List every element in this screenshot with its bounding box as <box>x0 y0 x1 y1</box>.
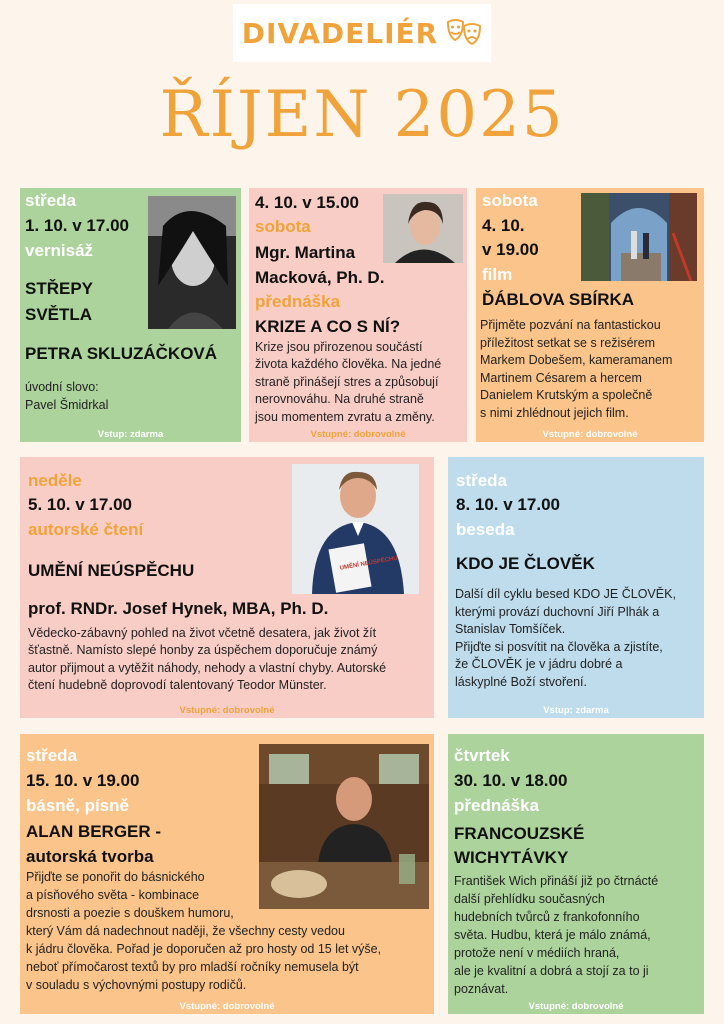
event-card-3 <box>476 188 704 442</box>
event-title-line-1: STŘEPY <box>25 279 94 298</box>
event-description-line: Vědecko-zábavný pohled na život včetně desatera, jak život žít <box>28 626 377 640</box>
event-entry: Vstup: zdarma <box>543 705 609 716</box>
event-date: 5. 10. v 17.00 <box>28 495 132 514</box>
event-description-line: Přijďte se ponořit do básnického <box>26 870 205 884</box>
event-weekday: středa <box>26 746 78 765</box>
event-description-line: František Wich přináší již po čtrnácté <box>454 874 659 888</box>
film-still-photo <box>581 193 697 281</box>
event-card-7 <box>448 734 704 1014</box>
event-description-line: jsou momentem zvratu a změny. <box>255 410 435 424</box>
event-type: vernisáž <box>25 241 94 260</box>
event-title: KRIZE A CO S NÍ? <box>255 317 401 336</box>
event-description-line: straně přinášejí stres a způsobují <box>255 375 439 389</box>
portrait-photo <box>383 194 463 263</box>
event-entry: Vstupné: dobrovolné <box>528 1001 624 1012</box>
event-date: 8. 10. v 17.00 <box>456 495 560 514</box>
event-person: prof. RNDr. Josef Hynek, MBA, Ph. D. <box>28 599 329 618</box>
event-weekday: středa <box>25 191 77 210</box>
event-card-2 <box>249 188 467 442</box>
event-title: UMĚNÍ NEÚSPĚCHU <box>28 561 195 580</box>
event-type: básně, písně <box>26 796 129 815</box>
event-description-line: neboť přímočarost textů by pro mladší ročníky nemusela být <box>26 960 359 974</box>
event-date: 4. 10. v 15.00 <box>255 193 359 212</box>
event-type: film <box>482 265 513 284</box>
event-date-line-1: 4. 10. <box>482 216 525 235</box>
event-weekday: neděle <box>28 471 82 490</box>
event-weekday: středa <box>456 471 508 490</box>
event-description-line: který Vám dá nadechnout naději, že všechny cesty vedou <box>26 924 345 938</box>
theater-masks-icon <box>446 18 482 48</box>
event-description-line: Danielem Krutským a společně <box>480 388 653 402</box>
event-description-line: světa. Hudbu, která je málo známá, <box>454 928 651 942</box>
event-description-line: života každého člověka. Na jedné <box>255 357 442 371</box>
event-note-1: úvodní slovo: <box>25 380 99 394</box>
event-description-line: Stanislav Tomšíček. <box>455 622 566 636</box>
event-date-line-2: v 19.00 <box>482 240 539 259</box>
event-entry: Vstupné: dobrovolné <box>542 429 638 440</box>
event-title-line-1: ALAN BERGER - <box>26 822 162 841</box>
event-date: 1. 10. v 17.00 <box>25 216 129 235</box>
event-title-line-1: FRANCOUZSKÉ <box>454 824 585 843</box>
event-card-6 <box>20 734 434 1014</box>
event-description-line: Přijměte pozvání na fantastickou <box>480 318 661 332</box>
event-description-line: ale je kvalitní a dobrá a stojí za to ji <box>454 964 649 978</box>
event-person: PETRA SKLUZÁČKOVÁ <box>25 344 218 363</box>
event-description-line: kterými provází duchovní Jiří Plhák a <box>455 605 660 619</box>
event-entry: Vstupné: dobrovolné <box>179 1001 275 1012</box>
event-description-line: Martinem Césarem a hercem <box>480 371 642 385</box>
event-weekday: sobota <box>482 191 538 210</box>
event-description-line: šťastně. Namísto slepé honby za úspěchem doporučuje známý <box>28 643 378 657</box>
event-description-line: Krize jsou přirozenou součástí <box>255 340 423 354</box>
event-description-line: čtení hudebně doprovodí talentovaný Teodor Münster. <box>28 678 327 692</box>
event-title-line-2: WICHYTÁVKY <box>454 848 569 867</box>
event-card-4 <box>20 457 434 718</box>
event-description-line: Další díl cyklu besed KDO JE ČLOVĚK, <box>455 587 676 601</box>
logo <box>233 4 491 62</box>
event-description-line: Přijďte si posvítit na člověka a zjistíte, <box>455 640 663 654</box>
event-description-line: hudebních tvůrců z frankofonního <box>454 910 640 924</box>
page-title: ŘÍJEN 2025 <box>159 78 565 152</box>
event-card-1 <box>20 188 241 442</box>
event-description-line: k jádru člověka. Pořad je doporučen až pro hosty od 15 let výše, <box>26 942 382 956</box>
event-entry: Vstupné: dobrovolné <box>310 429 406 440</box>
event-type: přednáška <box>454 796 540 815</box>
event-type: přednáška <box>255 292 341 311</box>
event-title-line-2: SVĚTLA <box>25 305 93 324</box>
event-entry: Vstupné: dobrovolné <box>179 705 275 716</box>
event-entry: Vstup: zdarma <box>97 429 164 440</box>
event-description-line: v souladu s výchovnými postupy rodičů. <box>26 978 247 992</box>
event-person-line-1: Mgr. Martina <box>255 243 356 262</box>
event-description-line: příležitost setkat se s režisérem <box>480 336 656 350</box>
portrait-photo <box>259 744 429 909</box>
event-weekday: sobota <box>255 217 311 236</box>
event-description-line: další přehlídku současných <box>454 892 605 906</box>
event-description-line: nerovnováhu. Na druhé straně <box>255 392 424 406</box>
event-description-line: že ČLOVĚK je v jádru dobré a <box>455 657 623 671</box>
event-type: beseda <box>456 520 515 539</box>
event-description-line: láskyplné Boží stvoření. <box>455 675 588 689</box>
event-title: KDO JE ČLOVĚK <box>456 554 595 573</box>
event-card-5 <box>448 457 704 718</box>
event-date: 30. 10. v 18.00 <box>454 771 568 790</box>
event-note-2: Pavel Šmidrkal <box>25 398 109 412</box>
event-description-line: drsnosti a poezie s douškem humoru, <box>26 906 234 920</box>
event-person-line-2: Macková, Ph. D. <box>255 268 385 287</box>
portrait-photo <box>292 464 419 594</box>
event-title: ĎÁBLOVA SBÍRKA <box>482 290 635 309</box>
event-type: autorské čtení <box>28 520 144 539</box>
event-description-line: poznávat. <box>454 982 509 996</box>
event-weekday: čtvrtek <box>454 746 510 765</box>
event-title-line-2: autorská tvorba <box>26 847 154 866</box>
logo-text: DIVADELIÉR <box>241 16 439 50</box>
event-description-line: autor přijmout a vytěžit náhody, nehody a vlastní chyby. Autorské <box>28 661 387 675</box>
event-description-line: a písňového světa - kombinace <box>26 888 200 902</box>
event-date: 15. 10. v 19.00 <box>26 771 140 790</box>
event-description-line: Markem Dobešem, kameramanem <box>480 353 673 367</box>
event-description-line: protože není v médiích hraná, <box>454 946 620 960</box>
event-description-line: s nimi zhlédnout jejich film. <box>480 406 629 420</box>
portrait-photo <box>148 196 236 329</box>
book-label: UMĚNÍ NEÚSPĚCHU <box>339 555 399 572</box>
